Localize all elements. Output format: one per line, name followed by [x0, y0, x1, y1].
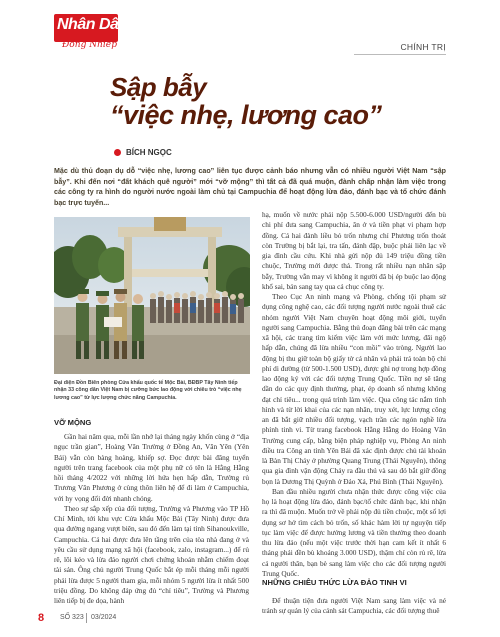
body-paragraph: hạ, muốn về nước phải nộp 5.500-6.000 USD/người đến bù chi phí đưa sang Campuchia, ăn ở và tiền phạt vi phạm hợp đồng. Cả hai đành liều bỏ trốn nhưng chỉ Phương trốn thoát còn Trường bị bắt lại, tra tấn, đánh đập, buộc phải liên lạc về gia đình cầu cứu. Khi nhà gửi nộp đủ 149 triệu đồng tiền chuộc, Trường mới được thả. Trong rất nhiều nạn nhân sập bẫy, Trường vẫn may vì không ít người đã bị ép buộc lao động khổ sai, bán sang tay qua cả chục công ty. — [262, 210, 446, 291]
article-lede: Mặc dù thủ đoạn dụ dỗ “việc nhẹ, lương cao” liên tục được cảnh báo nhưng vẫn có nhiều người Việt Nam “sập bẫy”. Khi đến nơi “đất khách quê người” mới “vỡ mộng” thì tất cả đã quá muộn, đành chấp nhận làm việc trong các công ty ra hình do người nước ngoài làm chủ tại Campuchia để hoạt động lừa đảo, đánh bạc và tổ chức đánh bạc trực tuyến... — [54, 167, 446, 208]
body-paragraph: Theo Cục An ninh mạng và Phòng, chống tội phạm sử dụng công nghệ cao, các đối tượng người nước ngoài thuê các nhóm người Việt Nam chuyên hoạt động môi giới, tuyển người sang Campuchia. Bằng thủ đoạn đăng bài trên các mạng xã hội, các trang tìm kiếm việc làm với mức lương, đãi ngộ hấp dẫn, chúng đã lừa nhiều “con mồi” vào tròng. Người lao động bị thu giữ toàn bộ giấy tờ cá nhân và phải trả toàn bộ chi phí di đường (từ 500-1.500 USD), được ghi nợ trong hợp đồng lao động ký với các đối tượng Trung Quốc. Tiền nợ sẽ tăng dần do các quy định thưởng, phạt, ép doanh số nhưng không đạt chỉ tiêu... trong quá trình làm việc. Qua công tác nắm tình hình và từ lời khai của các nạn nhân, truy xét, lực lượng công an đã bắt giữ nhiều đối tượng, vạch trần các ngón nghề lừa phỉnh tinh vi. Từ trang facebook Hằng Hằng do Hoàng Văn Trường cung cấp, bằng biện pháp nghiệp vụ, Phòng An ninh điều tra Công an tỉnh Yên Bái đã xác định được chủ tài khoản là Bàn Thị Chảy ở phường Quang Trung (Thái Nguyên), thông qua gia đình vận động Chảy ra đầu thú và sau đó bắt giữ đồng bọn là Dương Thị Quỳnh ở Đảo Xá, Phú Bình (Thái Nguyên). — [262, 292, 446, 486]
author-bullet-icon — [114, 149, 121, 156]
border-gate-photo-illustration — [54, 217, 250, 374]
body-column-right-continued — [262, 596, 446, 617]
masthead-subtitle: Đồng Nhiếp — [62, 40, 118, 50]
masthead-logo — [54, 12, 144, 54]
masthead-title: Nhân Dân — [57, 16, 128, 33]
body-paragraph: Theo sự sắp xếp của đối tượng, Trường và Phương vào TP Hồ Chí Minh, tới khu vực Cửa khẩu Mộc Bài (Tây Ninh) được đưa qua đường ngang vượt biên, sau đó đến làm tại tỉnh Sihanoukville, Campuchia. Cả hai được đưa lên tầng trên của tòa nhà đang ở và yêu cầu sử dụng mạng xã hội (facebook, zalo, instagram...) để rủ rê, lôi kéo và lừa đảo người chơi chứng khoán nhằm chiếm đoạt tài sản. Ông chủ người Trung Quốc bắt ép mỗi tháng mỗi người phải lừa được 5 người tham gia, mỗi nhóm 5 người lừa ít nhất 500 triệu đồng. Do không đáp ứng đủ “chỉ tiêu”, Trường và Phương liên tiếp bị đe dọa, hành — [54, 503, 249, 605]
photo-caption: Đại diện Đồn Biên phòng Cửa khẩu quốc tế Mộc Bài, BĐBP Tây Ninh tiếp nhận 33 công dân Việt Nam bị cưỡng bức lao động với chiêu trò “việc nhẹ lương cao” từ lực lượng chức năng Campuchia. — [54, 380, 242, 401]
section-divider — [354, 54, 446, 55]
body-column-left — [54, 432, 249, 606]
headline-line-1: Sập bẫy — [110, 72, 207, 102]
body-paragraph: Gần hai năm qua, mỗi lần nhớ lại tháng ngày khốn cùng ở “địa ngục trần gian”, Hoàng Văn Trường ở Đồng An, Văn Yên (Yên Bái) vẫn còn bàng hoàng, khiếp sợ. Đọc được bài đăng tuyển người trên trang facebook của một phụ nữ có tên là Hằng Hằng hồi tháng 4/2022 với những lời hứa hẹn hấp dẫn, Trường rủ Trương Văn Phương ở cùng thôn liên hệ để đi làm ở Campuchia, với hy vọng đổi đời nhanh chóng. — [54, 432, 249, 503]
body-paragraph: Ban đầu nhiều người chưa nhận thức được công việc của họ là hoạt động lừa đảo, đánh bạc/tổ chức đánh bạc, khi nhận ra thì đã muộn. Muốn trở về phải nộp đủ tiền chuộc, một số lợi dụng sơ hở tìm cách bỏ trốn, số khác hàm lời tự nguyện tiếp tục làm việc để được hưởng lương và tiền thưởng theo doanh thu lừa đảo (nếu một việc trước thời hạn cam kết ít nhất 6 tháng phải đền bù khoảng 3.000 USD), thậm chí còn rủ rê, lừa cả người thân, bạn bè sang làm việc cho các đối tượng người Trung Quốc. — [262, 486, 446, 578]
article-photo — [54, 217, 250, 374]
body-column-right — [262, 210, 446, 579]
headline-line-2: “việc nhẹ, lương cao” — [110, 100, 382, 131]
page-number: 8 — [38, 612, 45, 624]
body-paragraph: Để thuận tiện đưa người Việt Nam sang làm việc và né tránh sự quản lý của cảnh sát Campuchia, các đối tượng thuê — [262, 596, 446, 616]
subhead-vo-mong: VỠ MỘNG — [54, 418, 92, 427]
footer-divider — [86, 613, 87, 623]
author-name: BÍCH NGỌC — [126, 148, 172, 157]
article-headline — [110, 74, 381, 130]
issue-number: SỐ 323 — [60, 614, 84, 621]
section-label: CHÍNH TRỊ — [400, 42, 446, 52]
author-byline — [114, 148, 172, 157]
subhead-chieu-thuc: NHỮNG CHIÊU THỨC LỪA ĐẢO TINH VI — [262, 578, 407, 587]
issue-date: 03/2024 — [91, 614, 117, 621]
